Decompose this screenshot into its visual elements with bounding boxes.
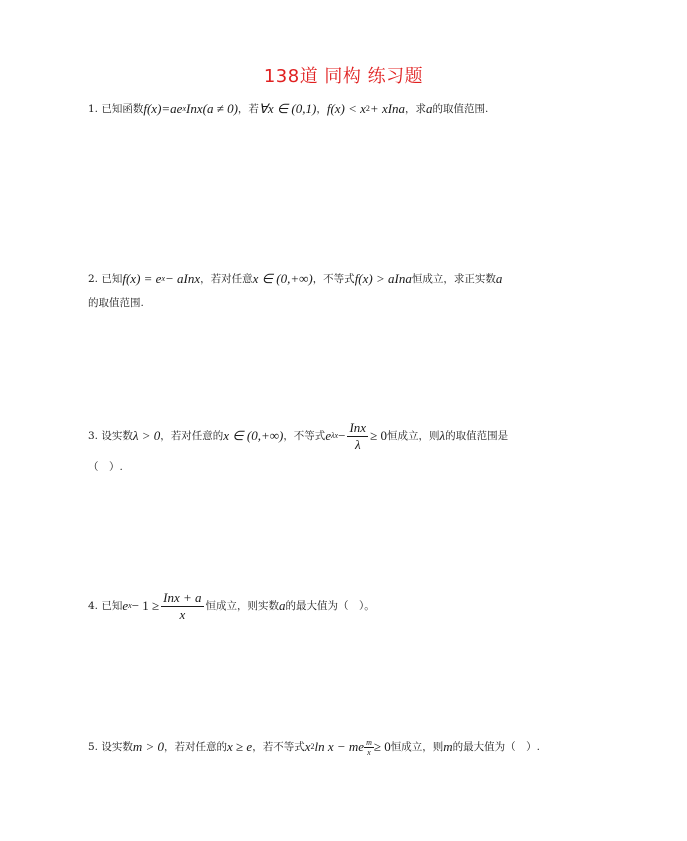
q2-math: x ∈ (0,+∞) bbox=[252, 271, 313, 286]
q3-text: 的取值范围是 bbox=[445, 430, 509, 442]
q1-text: ， bbox=[316, 103, 327, 115]
q3-math: λ bbox=[439, 428, 446, 443]
q5-math: x ≥ e bbox=[227, 739, 253, 754]
q4-fraction bbox=[161, 590, 203, 623]
q4-text: 恒成立，则实数 bbox=[205, 600, 280, 612]
q3-text: 恒成立，则 bbox=[386, 430, 440, 442]
q2-math: a bbox=[495, 271, 503, 286]
q5-math: ln x − me bbox=[314, 739, 365, 754]
q4-text: 4. 已知 bbox=[88, 600, 123, 612]
q2-text: 的取值范围. bbox=[88, 297, 144, 309]
question-4 bbox=[88, 588, 608, 624]
q3-text: ，若对任意的 bbox=[160, 430, 224, 442]
q1-text: ，求 bbox=[405, 103, 427, 115]
q5-exp-numerator: m bbox=[366, 737, 372, 747]
q1-math: Inx(a ≠ 0) bbox=[186, 101, 238, 116]
q3-fraction bbox=[347, 420, 368, 453]
q1-sup: x bbox=[182, 104, 187, 113]
q3-text: 3. 设实数 bbox=[88, 430, 133, 442]
q1-math: ∀x ∈ (0,1) bbox=[258, 101, 317, 116]
q4-math: a bbox=[279, 598, 286, 613]
q1-math: f(x)=ae bbox=[143, 101, 183, 116]
q3-text: ，不等式 bbox=[283, 430, 326, 442]
q3-sup: λx bbox=[331, 431, 339, 440]
q3-math: λ > 0 bbox=[132, 428, 161, 443]
q2-text: ，若对任意 bbox=[200, 273, 253, 285]
q5-text: ，若对任意的 bbox=[164, 741, 228, 753]
q1-math: a bbox=[426, 101, 433, 116]
q5-math: m bbox=[443, 739, 453, 754]
q5-math: m > 0 bbox=[132, 739, 165, 754]
q3-math: − bbox=[338, 428, 346, 443]
q3-denominator: λ bbox=[354, 436, 361, 452]
q5-math: ≥ 0 bbox=[373, 739, 391, 754]
q1-text: 的取值范围. bbox=[432, 103, 489, 115]
page-title: 138道 同构 练习题 bbox=[263, 66, 424, 87]
q5-text: 5. 设实数 bbox=[88, 741, 133, 753]
q4-text: 的最大值为（ ）。 bbox=[285, 600, 375, 612]
q4-math: − 1 ≥ bbox=[131, 598, 160, 613]
q4-sup: x bbox=[128, 601, 132, 610]
q3-math: ≥ 0 bbox=[370, 428, 387, 443]
question-3 bbox=[88, 420, 608, 476]
question-2 bbox=[88, 270, 608, 312]
question-1 bbox=[88, 100, 608, 118]
q2-math: f(x) = e bbox=[122, 271, 162, 286]
q5-text: 恒成立，则 bbox=[390, 741, 444, 753]
q5-text: ，若不等式 bbox=[252, 741, 305, 753]
q3-math: x ∈ (0,+∞) bbox=[223, 428, 284, 443]
q5-exp-denominator: x bbox=[367, 747, 371, 757]
q1-text: ，若 bbox=[237, 103, 259, 115]
q1-sup: 2 bbox=[365, 104, 370, 113]
question-5 bbox=[88, 735, 608, 759]
q3-math: e bbox=[325, 428, 332, 443]
q2-text: ，不等式 bbox=[312, 273, 355, 285]
q4-denominator: x bbox=[179, 606, 186, 622]
q4-math: e bbox=[122, 598, 129, 613]
q2-math: − aInx bbox=[165, 271, 201, 286]
q5-exponent-fraction bbox=[364, 738, 374, 757]
q3-numerator: Inx bbox=[349, 419, 367, 435]
q3-text: （ ）. bbox=[88, 461, 123, 473]
q5-math: x bbox=[304, 739, 311, 754]
q1-math: f(x) < x bbox=[326, 101, 366, 116]
q5-sup: 2 bbox=[310, 742, 315, 751]
q2-text: 恒成立，求正实数 bbox=[411, 273, 496, 285]
q1-text: 1. 已知函数 bbox=[88, 103, 144, 115]
q5-text: 的最大值为（ ）. bbox=[452, 741, 540, 753]
q2-math: f(x) > aIna bbox=[354, 271, 412, 286]
q4-numerator: Inx + a bbox=[163, 589, 202, 605]
q2-text: 2. 已知 bbox=[88, 273, 123, 285]
q1-math: + xIna bbox=[369, 101, 406, 116]
q2-sup: x bbox=[161, 274, 166, 283]
